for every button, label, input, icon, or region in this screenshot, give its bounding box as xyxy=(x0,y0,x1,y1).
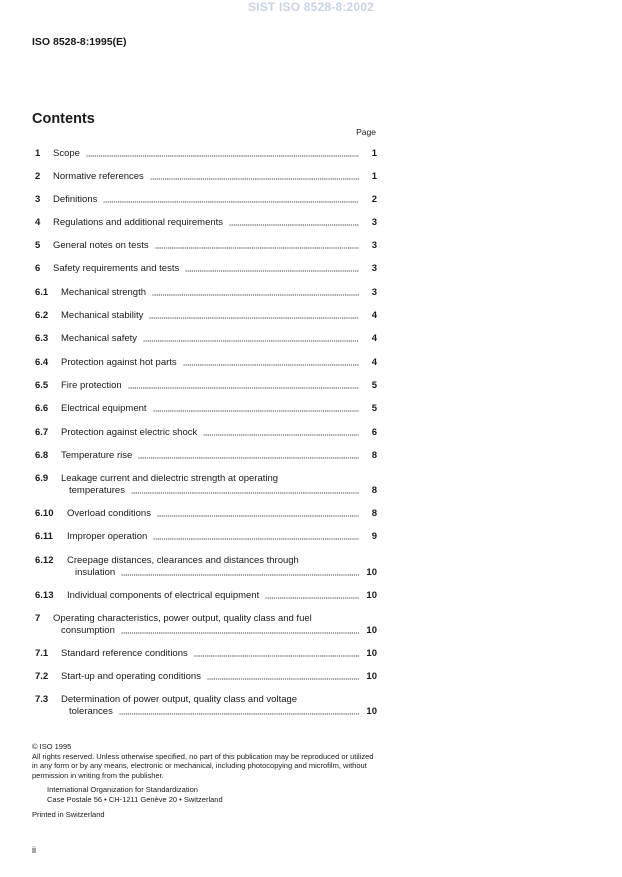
toc-entry-title-continued: consumption xyxy=(61,625,115,636)
toc-entry-title-continued: tolerances xyxy=(69,706,113,717)
toc-entry[interactable] xyxy=(35,217,377,229)
toc-entry[interactable] xyxy=(35,671,377,683)
printed-in: Printed in Switzerland xyxy=(32,810,105,819)
toc-entry[interactable] xyxy=(35,555,377,579)
toc-entry-title: Overload conditions xyxy=(67,508,151,519)
toc-entry-number: 6.10 xyxy=(35,508,54,519)
dot-leader xyxy=(131,492,359,494)
copyright-line: © ISO 1995 xyxy=(32,742,72,751)
toc-entry-number: 6.11 xyxy=(35,531,53,542)
toc-entry-title: Regulations and additional requirements xyxy=(53,217,224,228)
toc-entry[interactable] xyxy=(35,148,377,160)
toc-entry-title: Protection against electric shock xyxy=(61,427,198,438)
page-number: ii xyxy=(32,845,36,855)
toc-entry-page: 10 xyxy=(366,648,377,659)
toc-entry-page: 3 xyxy=(371,217,377,228)
toc-entry-title: Operating characteristics, power output, quality class and fuel xyxy=(53,613,312,624)
toc-entry-number: 4 xyxy=(35,217,41,228)
toc-entry-title: Mechanical strength xyxy=(61,287,147,298)
dot-leader xyxy=(194,655,359,657)
document-id: ISO 8528-8:1995(E) xyxy=(32,36,127,48)
toc-entry-number: 2 xyxy=(35,171,41,182)
dot-leader xyxy=(153,410,359,412)
toc-entry[interactable] xyxy=(35,380,377,392)
toc-entry-number: 6.6 xyxy=(35,403,49,414)
toc-entry-number: 6.1 xyxy=(35,287,49,298)
dot-leader xyxy=(149,317,359,319)
toc-entry-page: 10 xyxy=(366,671,377,682)
organization-name: International Organization for Standardization xyxy=(47,785,198,794)
toc-entry-title: Individual components of electrical equipment xyxy=(67,590,260,601)
toc-entry-number: 6.3 xyxy=(35,333,49,344)
dot-leader xyxy=(157,515,359,517)
toc-entry-title: Definitions xyxy=(53,194,98,205)
toc-entry[interactable] xyxy=(35,194,377,206)
toc-entry[interactable] xyxy=(35,263,377,275)
toc-entry-page: 8 xyxy=(371,508,377,519)
toc-entry-number: 6.8 xyxy=(35,450,49,461)
dot-leader xyxy=(155,247,359,249)
toc-entry[interactable] xyxy=(35,171,377,183)
toc-entry-page: 8 xyxy=(371,450,377,461)
toc-entry[interactable] xyxy=(35,287,377,299)
toc-entry-page: 3 xyxy=(371,287,377,298)
toc-entry-number: 6.4 xyxy=(35,357,49,368)
dot-leader xyxy=(229,224,359,226)
watermark: SIST ISO 8528-8:2002 xyxy=(247,0,375,14)
toc-entry[interactable] xyxy=(35,450,377,462)
toc-entry-page: 5 xyxy=(371,380,377,391)
toc-entry-title: Start-up and operating conditions xyxy=(61,671,201,682)
toc-entry-title-continued: insulation xyxy=(75,567,116,578)
toc-entry-page: 4 xyxy=(371,357,377,368)
toc-entry-page: 4 xyxy=(371,310,377,321)
toc-entry[interactable] xyxy=(35,357,377,369)
toc-entry-page: 10 xyxy=(366,625,377,636)
toc-entry-page: 4 xyxy=(371,333,377,344)
toc-entry-page: 3 xyxy=(371,263,377,274)
copyright-block xyxy=(32,742,378,820)
toc-entry-number: 7 xyxy=(35,613,41,624)
toc-entry[interactable] xyxy=(35,590,377,602)
toc-entry-title: Electrical equipment xyxy=(61,403,147,414)
toc-entry-title: Safety requirements and tests xyxy=(53,263,180,274)
dot-leader xyxy=(183,364,359,366)
toc-entry-title: Creepage distances, clearances and distances through xyxy=(67,555,299,566)
toc-entry[interactable] xyxy=(35,613,377,637)
dot-leader xyxy=(103,201,359,203)
toc-entry[interactable] xyxy=(35,473,377,497)
toc-entry-title-continued: temperatures xyxy=(69,485,125,496)
toc-entry[interactable] xyxy=(35,240,377,252)
dot-leader xyxy=(153,538,359,540)
toc-entry[interactable] xyxy=(35,648,377,660)
dot-leader xyxy=(119,713,359,715)
toc-entry-title: Leakage current and dielectric strength at operating xyxy=(61,473,279,484)
toc-entry-number: 6.9 xyxy=(35,473,49,484)
copyright-notice: All rights reserved. Unless otherwise specified, no part of this publication may be reproduced or utilized in any form or by any means, electronic or mechanical, including photocopying and microfilm, without permission in writing from the publisher. xyxy=(32,751,374,780)
toc-entry-page: 6 xyxy=(371,427,377,438)
dot-leader xyxy=(121,632,359,634)
toc-entry[interactable] xyxy=(35,694,377,718)
toc-entry-page: 2 xyxy=(371,194,377,205)
toc-entry-page: 10 xyxy=(366,567,377,578)
dot-leader xyxy=(265,597,359,599)
toc-entry[interactable] xyxy=(35,427,377,439)
organization-address: Case Postale 56 • CH-1211 Genève 20 • Switzerland xyxy=(47,794,223,804)
toc-entry-number: 6 xyxy=(35,263,41,274)
toc-entry-page: 1 xyxy=(371,171,377,182)
dot-leader xyxy=(138,457,359,459)
toc-entry-title: Fire protection xyxy=(61,380,122,391)
toc-entry-page: 3 xyxy=(371,240,377,251)
toc-entry-number: 6.2 xyxy=(35,310,49,321)
toc-entry-title: General notes on tests xyxy=(53,240,149,251)
toc-entry-title: Protection against hot parts xyxy=(61,357,177,368)
toc-entry-title: Mechanical stability xyxy=(61,310,144,321)
page-column-label: Page xyxy=(356,127,376,137)
toc-entry-page: 5 xyxy=(371,403,377,414)
toc-entry-title: Determination of power output, quality class and voltage xyxy=(61,694,298,705)
dot-leader xyxy=(128,387,359,389)
dot-leader xyxy=(86,155,359,157)
toc-entry[interactable] xyxy=(35,310,377,322)
toc-entry[interactable] xyxy=(35,333,377,345)
toc-entry-page: 9 xyxy=(371,531,377,542)
dot-leader xyxy=(152,294,359,296)
dot-leader xyxy=(121,574,359,576)
dot-leader xyxy=(185,270,359,272)
toc-entry[interactable] xyxy=(35,403,377,415)
organization-info xyxy=(47,785,378,804)
toc-entry-title: Normative references xyxy=(53,171,144,182)
toc-entry-number: 7.1 xyxy=(35,648,49,659)
toc-entry-number: 1 xyxy=(35,148,41,159)
toc-entry-number: 6.7 xyxy=(35,427,49,438)
dot-leader xyxy=(203,434,359,436)
toc-entry[interactable] xyxy=(35,508,377,520)
toc-entry-title: Mechanical safety xyxy=(61,333,138,344)
dot-leader xyxy=(150,178,359,180)
toc-entry-number: 7.3 xyxy=(35,694,49,705)
toc-entry-number: 6.13 xyxy=(35,590,54,601)
toc-entry[interactable] xyxy=(35,531,377,543)
toc-entry-number: 5 xyxy=(35,240,41,251)
toc-entry-page: 8 xyxy=(371,485,377,496)
toc-entry-number: 6.5 xyxy=(35,380,49,391)
toc-entry-page: 10 xyxy=(366,706,377,717)
toc-entry-title: Standard reference conditions xyxy=(61,648,188,659)
dot-leader xyxy=(143,340,359,342)
contents-title: Contents xyxy=(32,111,95,127)
dot-leader xyxy=(207,678,359,680)
toc-entry-number: 3 xyxy=(35,194,41,205)
toc-entry-page: 10 xyxy=(366,590,377,601)
toc-entry-title: Improper operation xyxy=(67,531,148,542)
toc-entry-number: 6.12 xyxy=(35,555,54,566)
toc-entry-page: 1 xyxy=(371,148,377,159)
toc-entry-title: Temperature rise xyxy=(61,450,133,461)
toc-entry-number: 7.2 xyxy=(35,671,49,682)
toc-entry-title: Scope xyxy=(53,148,80,159)
